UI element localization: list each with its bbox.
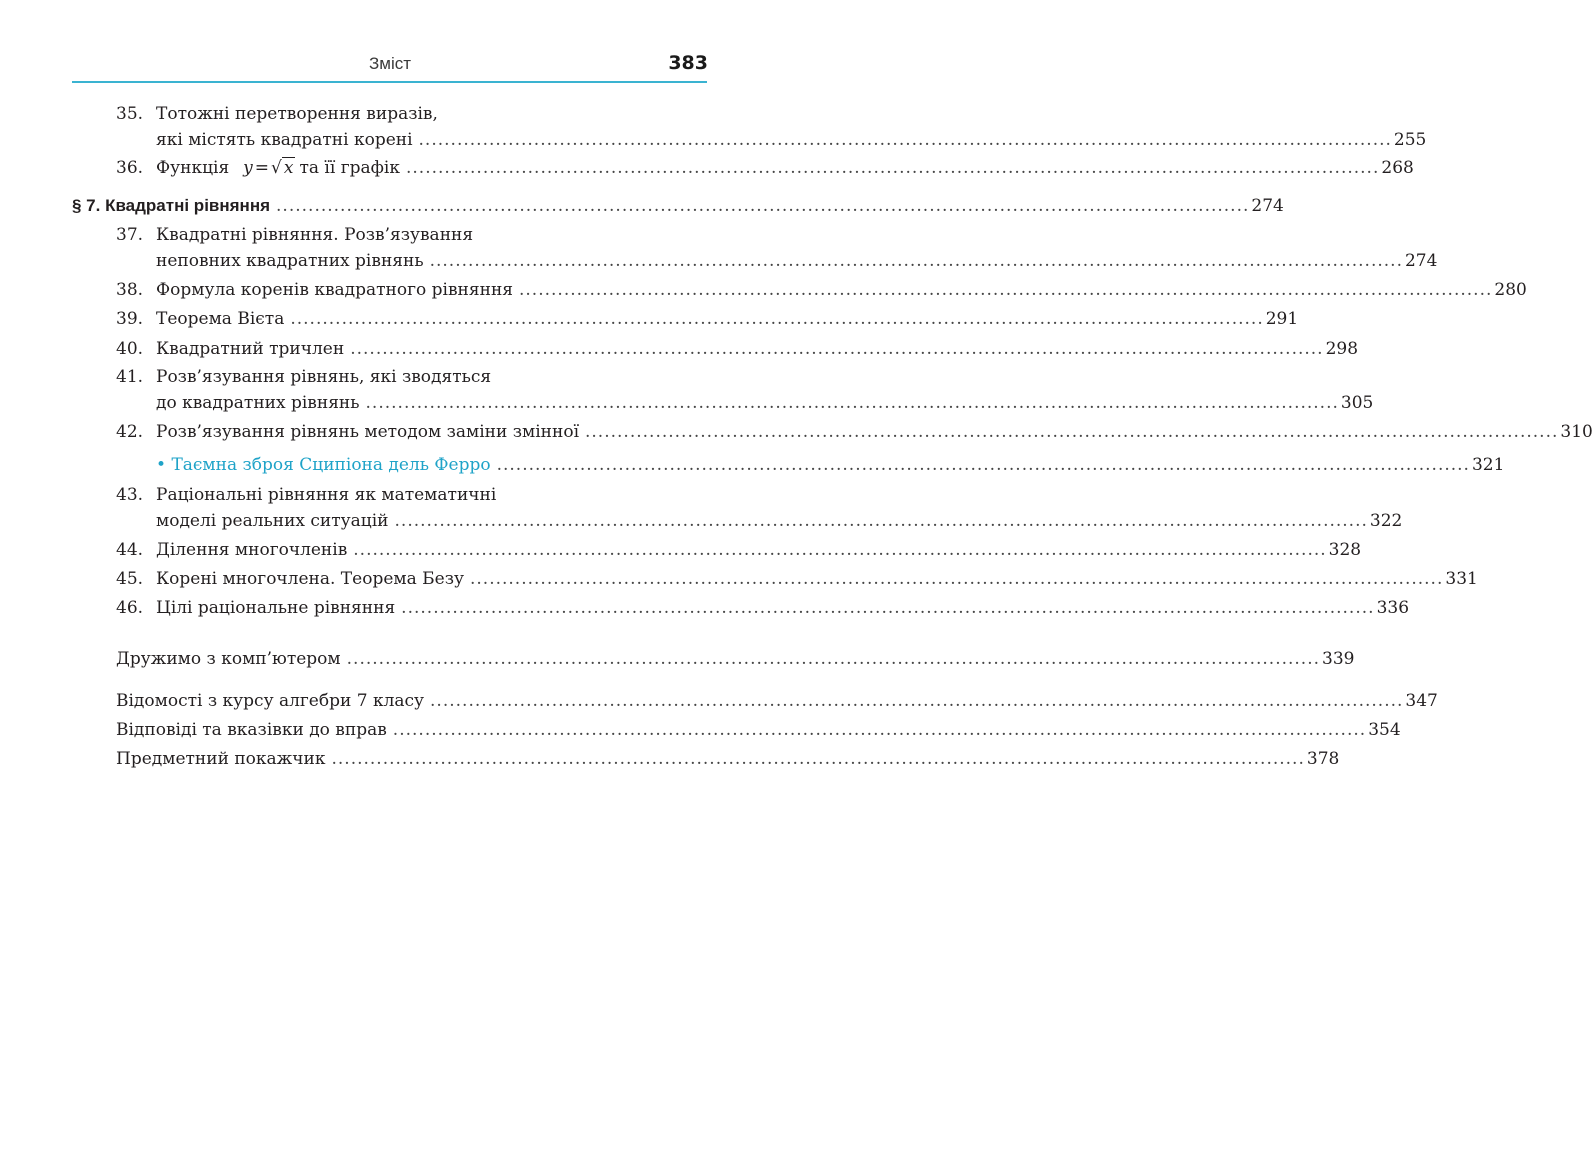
math-equals: = (254, 158, 270, 178)
toc-item-number: 43. (116, 485, 144, 505)
toc-item-text: Цілі раціональне рівняння (156, 598, 396, 618)
toc-item-text: Розв’язування рівнянь методом заміни змінної (156, 422, 579, 442)
toc-item-38[interactable] (116, 279, 1527, 301)
toc-computer-section[interactable] (116, 648, 1355, 670)
dot-leader: ........................................................................................................................................................ (290, 309, 1264, 329)
toc-item-42[interactable] (116, 421, 1593, 443)
toc-item-text: Формула коренів квадратного рівняння (156, 280, 513, 300)
toc-page-number: 321 (1471, 455, 1505, 475)
toc-item-text: Корені многочлена. Теорема Безу (156, 569, 464, 589)
dot-leader: ........................................................................................................................................................ (519, 280, 1493, 300)
toc-item-prefix: Функція (156, 158, 230, 178)
dot-leader: ........................................................................................................................................................ (401, 598, 1375, 618)
toc-item-title-continued: до квадратних рівнянь (156, 393, 360, 413)
toc-item-number: 38. (116, 280, 144, 300)
toc-item-41[interactable] (156, 392, 1374, 414)
toc-item-title-continued: моделі реальних ситуацій (156, 511, 389, 531)
toc-page-number: 274 (1404, 251, 1438, 271)
dot-leader: ........................................................................................................................................................ (429, 251, 1403, 271)
toc-item-title (116, 539, 347, 561)
dot-leader: ........................................................................................................................................................ (331, 749, 1305, 769)
toc-item-text: Квадратний тричлен (156, 339, 345, 359)
dot-leader: ........................................................................................................................................................ (353, 540, 1327, 560)
toc-subject-index[interactable] (116, 748, 1340, 770)
page-number: 383 (668, 52, 708, 74)
toc-item-suffix: та її графік (299, 158, 400, 178)
dot-leader: ........................................................................................................................................................ (405, 158, 1380, 178)
toc-item-number: 45. (116, 569, 144, 589)
dot-leader: ........................................................................................................................................................ (350, 339, 1324, 359)
toc-item-46[interactable] (116, 597, 1410, 619)
bullet-icon: • (156, 455, 167, 475)
toc-item-number: 42. (116, 422, 144, 442)
toc-page-number: 322 (1369, 511, 1403, 531)
toc-item-title: Відповіді та вказівки до вправ (116, 720, 387, 740)
toc-item-title (116, 308, 284, 330)
toc-item-37[interactable] (156, 250, 1438, 272)
toc-item-title: Відомості з курсу алгебри 7 класу (116, 691, 425, 711)
toc-item-35-first-line[interactable] (116, 103, 438, 125)
toc-item-41-first-line[interactable] (116, 366, 491, 388)
toc-item-36[interactable] (116, 157, 1414, 179)
toc-page-number: 339 (1322, 649, 1355, 669)
toc-page-number: 354 (1368, 720, 1401, 740)
dot-leader: ........................................................................................................................................................ (418, 130, 1392, 150)
dot-leader: ........................................................................................................................................................ (585, 422, 1559, 442)
toc-page-number: 280 (1494, 280, 1527, 300)
toc-page-number: 378 (1306, 749, 1340, 769)
toc-page-number: 310 (1560, 422, 1593, 442)
toc-item-title (116, 279, 513, 301)
toc-item-number: 40. (116, 339, 144, 359)
toc-item-number: 39. (116, 309, 144, 329)
dot-leader: ........................................................................................................................................................ (430, 691, 1404, 711)
math-formula (243, 158, 295, 178)
toc-item-title (116, 157, 400, 179)
toc-section-title: § 7. Квадратні рівняння (72, 196, 271, 215)
toc-item-title (116, 597, 395, 619)
toc-item-title: Квадратні рівняння. Розв’язування (156, 225, 474, 245)
sqrt-symbol: √ (271, 158, 282, 178)
toc-item-title: Предметний покажчик (116, 749, 326, 769)
dot-leader: ........................................................................................................................................................ (392, 720, 1367, 740)
toc-item-43[interactable] (156, 510, 1403, 532)
toc-algebra-7-review[interactable] (116, 690, 1438, 712)
toc-item-39[interactable] (116, 308, 1299, 330)
toc-page-number: 255 (1393, 130, 1427, 150)
toc-extra-reading[interactable] (156, 454, 1505, 476)
math-var-x: x (283, 158, 294, 178)
toc-page-number: 305 (1340, 393, 1374, 413)
math-var-y: y (243, 158, 253, 178)
dot-leader: ........................................................................................................................................................ (365, 393, 1339, 413)
toc-item-title: Раціональні рівняння як математичні (156, 485, 497, 505)
toc-item-title: Розв’язування рівнянь, які зводяться (156, 367, 492, 387)
toc-item-title: Тотожні перетворення виразів, (156, 104, 438, 124)
dot-leader: ........................................................................................................................................................ (394, 511, 1368, 531)
toc-item-title: Дружимо з комп’ютером (116, 649, 341, 669)
toc-item-text: Таємна зброя Сципіона дель Ферро (171, 455, 491, 475)
toc-answers[interactable] (116, 719, 1401, 741)
toc-item-title (116, 338, 344, 360)
toc-item-45[interactable] (116, 568, 1478, 590)
toc-item-text: Ділення многочленів (156, 540, 348, 560)
toc-item-text: Теорема Вієта (156, 309, 285, 329)
toc-item-number: 46. (116, 598, 144, 618)
toc-item-number: 36. (116, 158, 144, 178)
toc-item-35[interactable] (156, 129, 1427, 151)
toc-page-number: 331 (1445, 569, 1478, 589)
toc-item-number: 41. (116, 367, 144, 387)
toc-item-number: 37. (116, 225, 144, 245)
toc-item-40[interactable] (116, 338, 1359, 360)
toc-item-title-continued: які містять квадратні корені (156, 130, 413, 150)
toc-page-number: 347 (1405, 691, 1438, 711)
toc-page-number: 268 (1381, 158, 1414, 178)
toc-item-number: 35. (116, 104, 144, 124)
toc-item-37-first-line[interactable] (116, 224, 473, 246)
toc-page-number: 336 (1376, 598, 1410, 618)
dot-leader: ........................................................................................................................................................ (496, 455, 1470, 475)
toc-item-number: 44. (116, 540, 144, 560)
toc-item-44[interactable] (116, 539, 1362, 561)
toc-page-number: 291 (1265, 309, 1299, 329)
toc-page-number: 274 (1251, 196, 1284, 216)
toc-item-title (156, 454, 491, 476)
toc-item-title-continued: неповних квадратних рівнянь (156, 251, 424, 271)
toc-page-number: 298 (1325, 339, 1359, 359)
dot-leader: ........................................................................................................................................................ (276, 196, 1250, 216)
toc-item-43-first-line[interactable] (116, 484, 496, 506)
running-header-title: Зміст (368, 54, 412, 73)
dot-leader: ........................................................................................................................................................ (469, 569, 1444, 589)
toc-item-title (116, 568, 464, 590)
toc-section-7[interactable] (72, 195, 1284, 217)
toc-page-number: 328 (1328, 540, 1362, 560)
dot-leader: ........................................................................................................................................................ (346, 649, 1321, 669)
toc-item-title (116, 421, 579, 443)
